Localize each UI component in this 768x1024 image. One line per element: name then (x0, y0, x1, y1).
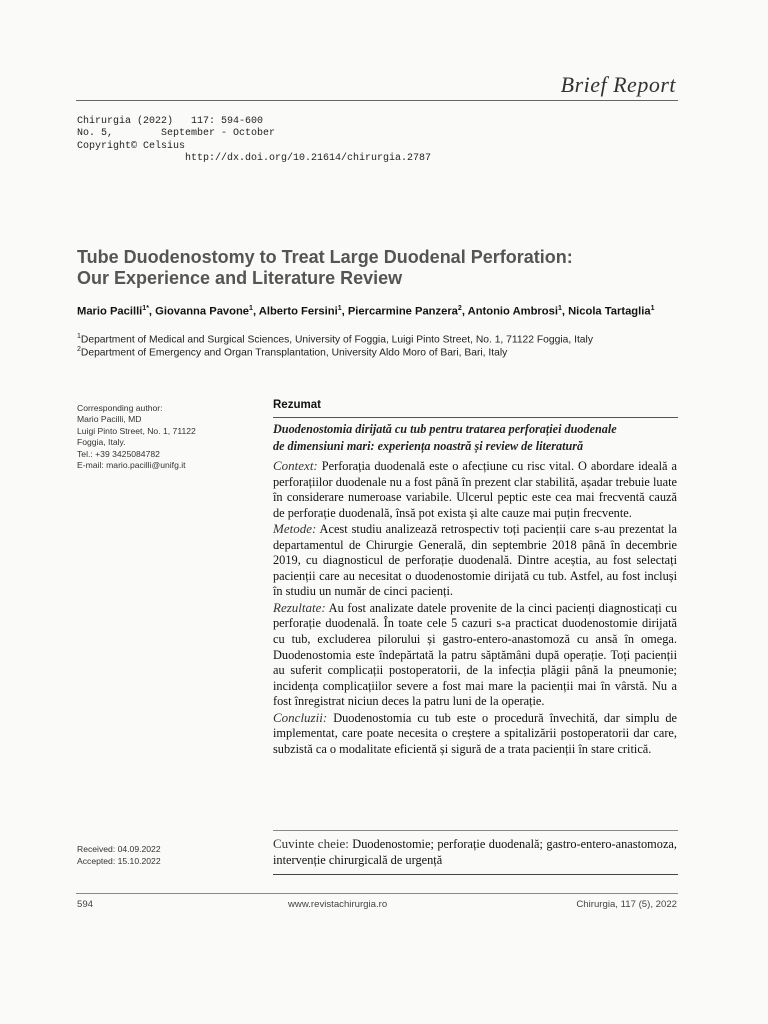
page-number: 594 (77, 899, 94, 910)
keywords-top-rule (273, 830, 678, 831)
journal-issue: No. 5, September - October (77, 128, 276, 140)
author-affiliation-mark: 1 (557, 305, 562, 312)
affiliation-mark: 1 (77, 333, 81, 340)
corresponding-tel: Tel.: +39 3425084782 (77, 448, 160, 459)
author-separator: , (341, 305, 348, 318)
corresponding-address: Luigi Pinto Street, No. 1, 71122 (77, 425, 196, 436)
corresponding-label: Corresponding author: (77, 403, 163, 413)
keywords (273, 836, 677, 868)
abstract-methods (273, 521, 677, 600)
corresponding-author (77, 403, 267, 471)
conclusions-label: Concluzii: (273, 709, 328, 725)
abstract-subtitle (273, 421, 688, 454)
author-name: Alberto Fersini (258, 305, 338, 318)
abstract-heading: Rezumat (273, 399, 321, 411)
methods-text: Acest studiu analizează retrospectiv toți pacienții care s-au prezentat la departamentul de Chirurgie Generală, din septembrie 2018 până în decembrie 2019, cu diagnosticul de perforație duodenală. Dintre aceștia, au fost selectați pacienții care au necesitat o duodenostomie dirijată cu tub. Astfel, au fost incluși în studiu un număr de cinci pacienți. (273, 522, 677, 599)
article-title-line1: Tube Duodenostomy to Treat Large Duodenal Perforation: (77, 247, 573, 267)
abstract-body (273, 458, 677, 757)
journal-citation: Chirurgia (2022) 117: 594-600 (77, 116, 264, 127)
affiliation-text: Department of Medical and Surgical Sciences, University of Foggia, Luigi Pinto Street, No. 1, 71122 Foggia, Italy (80, 334, 593, 346)
author-name: Mario Pacilli (77, 305, 143, 318)
section-label: Brief Report (560, 72, 676, 97)
methods-label: Metode: (273, 521, 317, 537)
article-title (77, 247, 687, 289)
conclusions-text: Duodenostomia cu tub este o procedură învechită, dar simplu de implementat, care poate necesita o creștere a spitalizării postoperatorii dar care, subzistă ca o modalitate eficientă și sigură de a trata pacienții în stare critică. (273, 710, 677, 756)
abstract-conclusions (273, 710, 677, 758)
corresponding-city: Foggia, Italy. (77, 437, 126, 448)
results-text: Au fost analizate datele provenite de la cinci pacienți diagnosticați cu perforație duodenală. În toate cele 5 cazuri s-a practicat duodenostomie dirijată cu tub, excluderea pilorului și gastro-entero-anastomoză cu ansă în omega. Duodenostomia este îndepărtată la patru săptămâni după operație. Toți pacienții au suferit complicații postoperatorii, de la infecția plăgii până la pneumonie; incidența complicațiilor severe a fost mai mare la pacienții mai în vârstă. Nu a fost înregistrat niciun deces la patru luni de la operație. (273, 600, 677, 709)
author-separator: , (461, 305, 468, 318)
footer-rule (76, 893, 678, 894)
keywords-bottom-rule (273, 874, 678, 875)
abstract-results (273, 600, 677, 710)
author-list (77, 305, 654, 318)
header-rule (76, 100, 678, 101)
author-affiliation-mark: 1 (650, 305, 655, 312)
results-label: Rezultate: (273, 599, 326, 615)
affiliation-2 (77, 346, 507, 358)
author-separator: , (148, 305, 156, 318)
author-separator: , (561, 305, 569, 318)
received-date: Received: 04.09.2022 (77, 844, 161, 854)
author-name: Antonio Ambrosi (467, 305, 558, 318)
article-title-line2: Our Experience and Literature Review (77, 268, 403, 288)
keywords-label: Cuvinte cheie: (273, 836, 349, 851)
author-separator: , (252, 305, 259, 318)
accepted-date: Accepted: 15.10.2022 (77, 856, 161, 866)
keywords-text: Duodenostomie; perforație duodenală; gastro-entero-anastomoza, intervenție chirurgicală de urgență (273, 837, 677, 867)
author-affiliation-mark: 1 (337, 305, 342, 312)
affiliation-text: Department of Emergency and Organ Transplantation, University Aldo Moro of Bari, Bari, Italy (80, 347, 508, 359)
affiliation-mark: 2 (77, 346, 81, 353)
affiliation-1 (77, 333, 593, 345)
article-dates (77, 843, 161, 867)
context-text: Perforația duodenală este o afecțiune cu risc vital. O abordare ideală a perforațiilor duodenale nu a fost până în prezent clar stabilită, așadar trebuie luate în considerare numeroase variabile. Ulcerul peptic este cea mai frecventă cauză de perforație duodenală, însă pot exista și alte cauze mai puțin frecvente. (273, 459, 677, 520)
context-label: Context: (273, 458, 318, 473)
journal-info (77, 116, 275, 153)
abstract-rule (273, 417, 678, 418)
footer-citation: Chirurgia, 117 (5), 2022 (576, 899, 677, 910)
author-name: Piercarmine Panzera (347, 305, 458, 318)
abstract-context (273, 458, 677, 521)
doi-link[interactable]: http://dx.doi.org/10.21614/chirurgia.2787 (185, 153, 432, 164)
author-name: Giovanna Pavone (155, 305, 250, 318)
author-affiliation-mark: 1 (249, 305, 253, 312)
abstract-subtitle-line1: Duodenostomia dirijată cu tub pentru tratarea perforației duodenale (273, 422, 617, 436)
author-affiliation-mark: 2 (457, 305, 462, 312)
website-link[interactable]: www.revistachirurgia.ro (288, 899, 388, 910)
journal-copyright: Copyright© Celsius (77, 140, 186, 152)
abstract-subtitle-line2: de dimensiuni mari: experiența noastră și review de literatură (273, 438, 584, 453)
author-affiliation-mark: 1* (142, 305, 149, 312)
author-name: Nicola Tartaglia (568, 305, 651, 318)
corresponding-name: Mario Pacilli, MD (77, 414, 142, 425)
corresponding-email[interactable]: E-mail: mario.pacilli@unifg.it (77, 460, 186, 471)
